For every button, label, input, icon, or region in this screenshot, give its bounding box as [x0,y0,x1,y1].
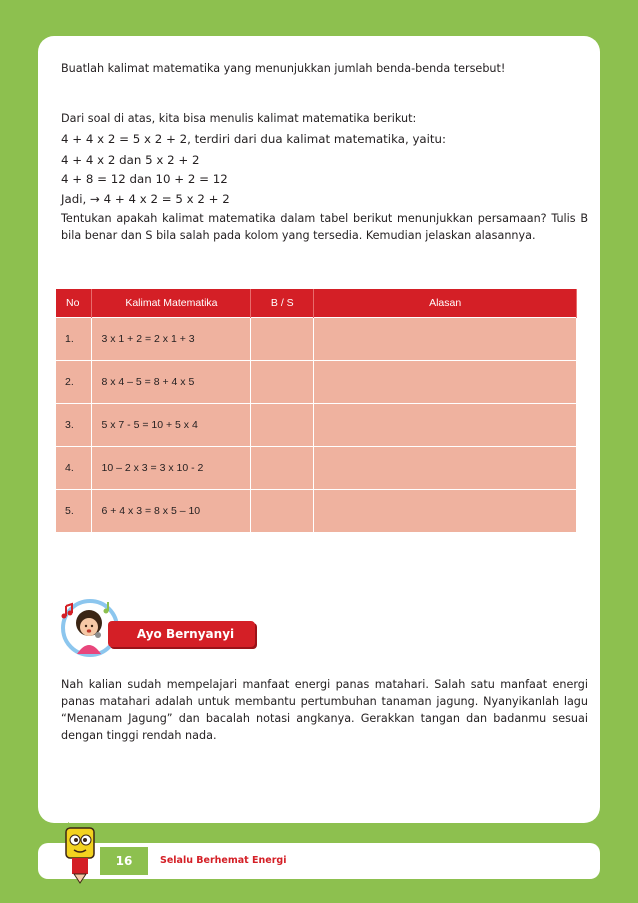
song-paragraph: Nah kalian sudah mempelajari manfaat energi panas matahari. Salah satu manfaat energi panas matahari adalah untuk membantu pertumbuhan tanaman jagung. Nyanyikanlah lagu “Menanam Jagung” dan bacalah notasi angkanya. Gerakkan tangan dan badanmu sesuai dengan tinggi rendah nada. [61,678,588,742]
cell-no: 2. [56,361,92,404]
math-line: Jadi, → 4 + 4 x 2 = 5 x 2 + 2 [61,192,230,206]
cell-bs[interactable] [251,447,314,490]
lead-text: Dari soal di atas, kita bisa menulis kalimat matematika berikut: [61,112,417,125]
header-alasan: Alasan [314,289,577,318]
cell-bs[interactable] [251,318,314,361]
table-row [56,318,577,361]
cell-alasan[interactable] [314,361,577,404]
cell-no: 4. [56,447,92,490]
table-row [56,404,577,447]
math-line: 4 + 4 x 2 = 5 x 2 + 2, terdiri dari dua kalimat matematika, yaitu: [61,132,447,146]
table-header-row [56,289,577,318]
cell-bs[interactable] [251,404,314,447]
instruction-text: Tentukan apakah kalimat matematika dalam tabel berikut menunjukkan persamaan? Tulis B bila benar dan S bila salah pada kolom yang tersedia. Kemudian jelaskan alasannya. [61,212,588,242]
math-line: 4 + 4 x 2 dan 5 x 2 + 2 [61,153,200,167]
cell-kalimat: 5 x 7 - 5 = 10 + 5 x 4 [92,404,251,447]
cell-kalimat: 10 – 2 x 3 = 3 x 10 - 2 [92,447,251,490]
cell-alasan[interactable] [314,490,577,533]
section-badge: Ayo Bernyanyi [108,621,255,647]
intro-text: Buatlah kalimat matematika yang menunjukkan jumlah benda-benda tersebut! [61,62,506,75]
equation-table [56,289,577,532]
math-line: 4 + 8 = 12 dan 10 + 2 = 12 [61,172,228,186]
cell-kalimat: 3 x 1 + 2 = 2 x 1 + 3 [92,318,251,361]
pencil-mascot-icon [58,822,106,884]
header-kalimat: Kalimat Matematika [92,289,251,318]
header-bs: B / S [251,289,314,318]
table-row [56,490,577,533]
cell-kalimat: 6 + 4 x 3 = 8 x 5 – 10 [92,490,251,533]
cell-no: 5. [56,490,92,533]
header-no: No [56,289,92,318]
page-number: 16 [100,847,148,875]
cell-no: 1. [56,318,92,361]
table-row [56,361,577,404]
cell-alasan[interactable] [314,447,577,490]
cell-alasan[interactable] [314,318,577,361]
footer-title: Selalu Berhemat Energi [160,855,287,866]
cell-alasan[interactable] [314,404,577,447]
cell-bs[interactable] [251,490,314,533]
cell-no: 3. [56,404,92,447]
table-row [56,447,577,490]
cell-bs[interactable] [251,361,314,404]
cell-kalimat: 8 x 4 – 5 = 8 + 4 x 5 [92,361,251,404]
